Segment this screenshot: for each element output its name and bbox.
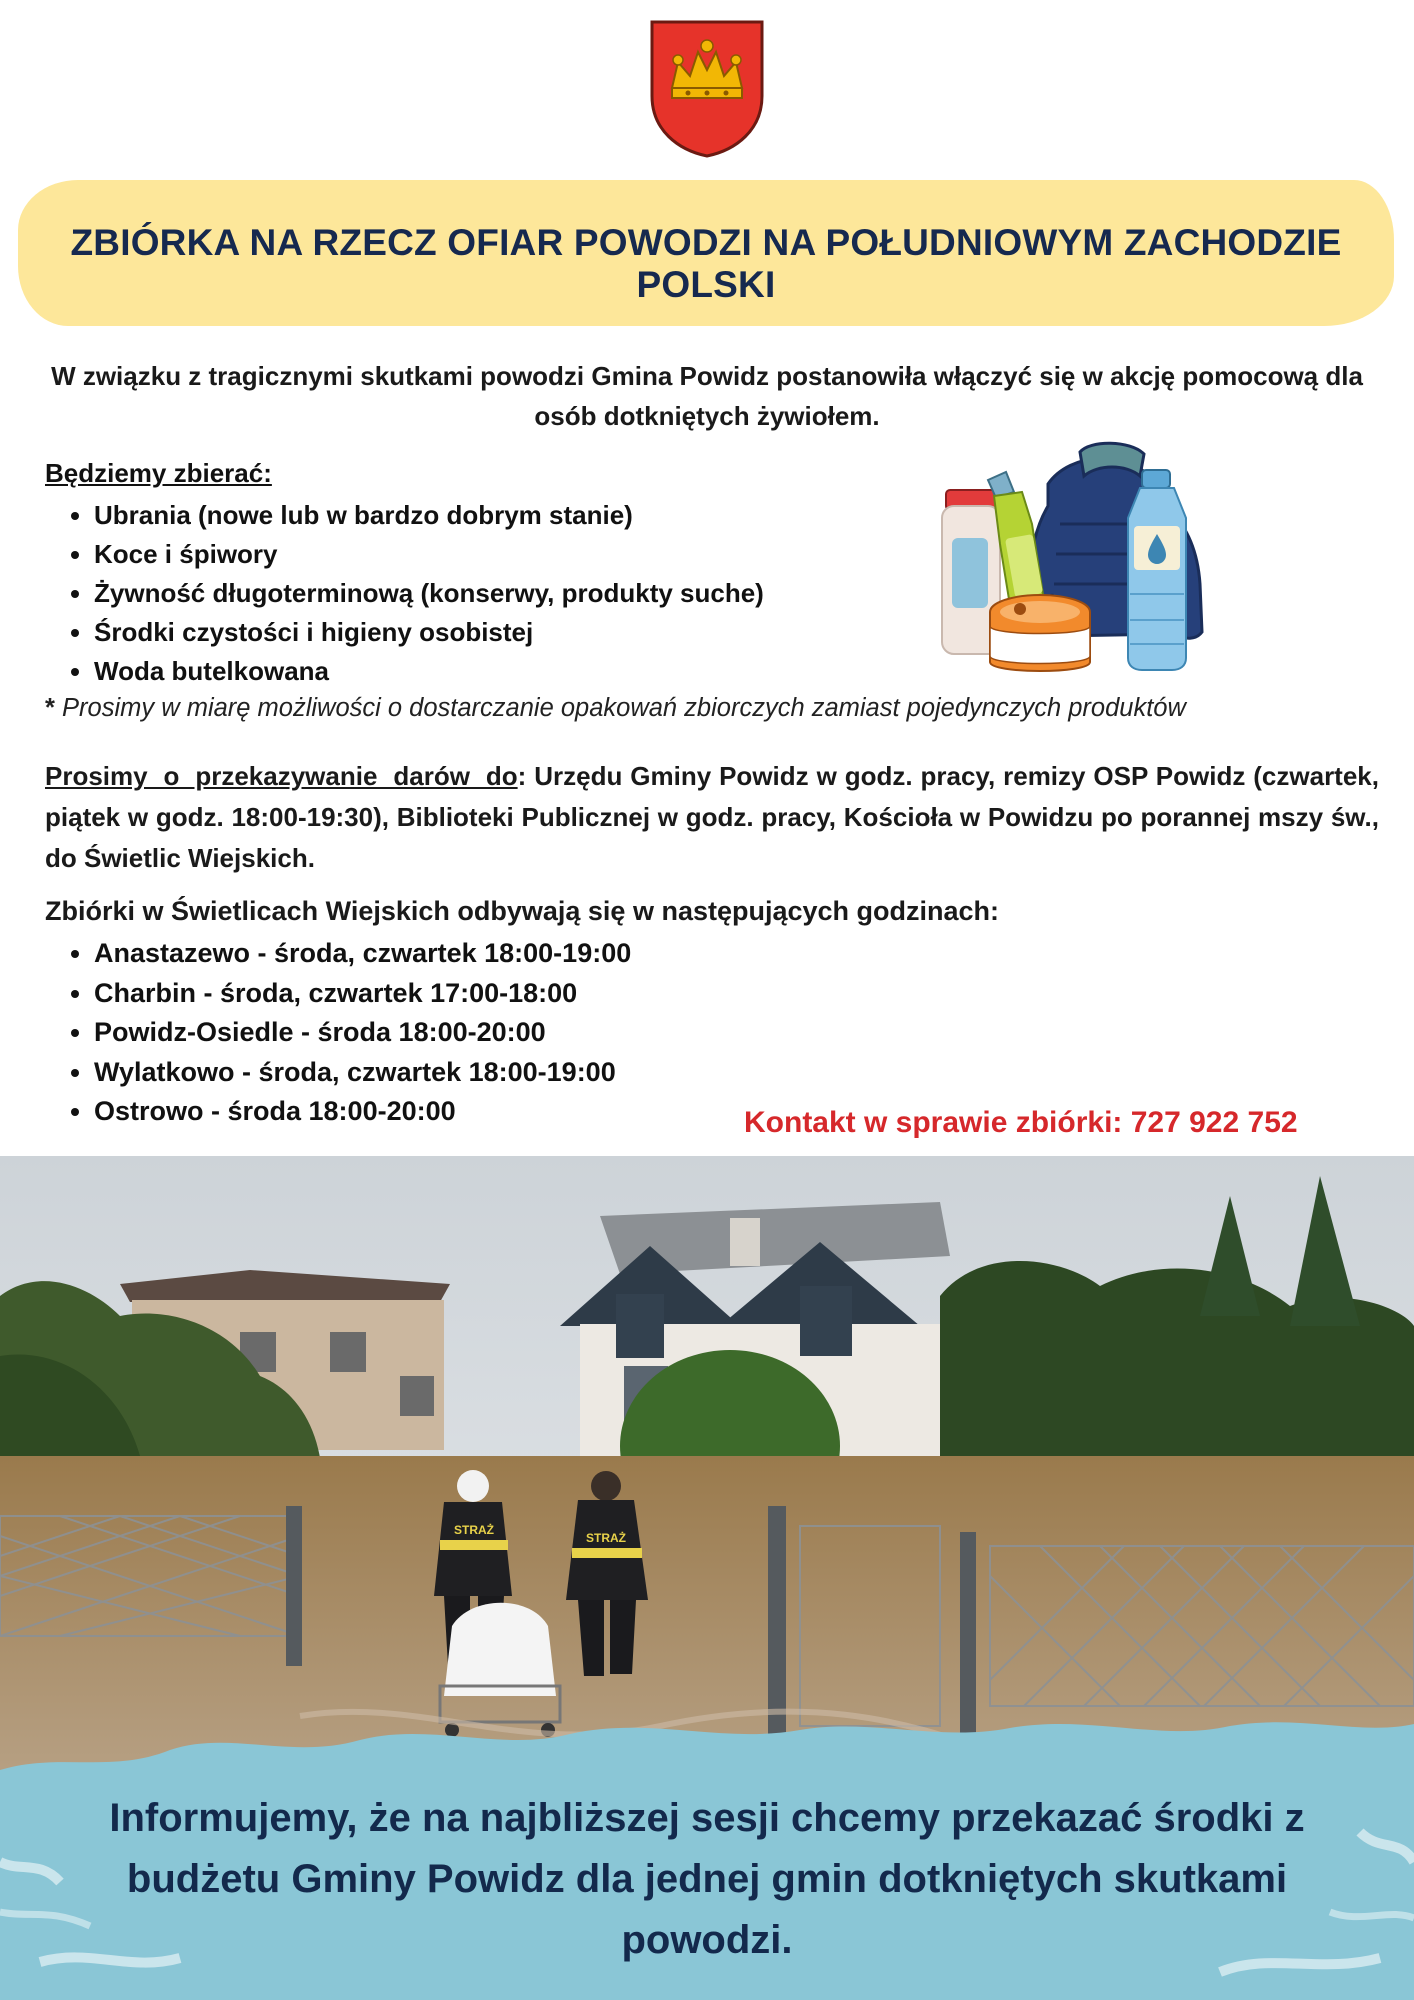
dropoff-text: : Urzędu Gminy Powidz w godz. pracy, remizy OSP Powidz (czwartek, piątek w godz. 18:00-19:30), Biblioteki Publicznej w godz. pracy, Kościoła w Powidzu po porannej mszy św., do Świetlic Wiejskich. [45,761,1379,873]
water-bottle-icon [1128,470,1186,670]
donation-items-illustration [930,434,1260,684]
list-item: • Charbin - środa, czwartek 17:00-18:00 [94,974,631,1014]
flood-photo [0,1156,1414,1792]
list-item: • Wylatkowo - środa, czwartek 18:00-19:00 [94,1053,631,1093]
intro-paragraph: W związku z tragicznymi skutkami powodzi Gmina Powidz postanowiła włączyć się w akcję pomocową dla osób dotkniętych żywiołem. [51,361,1363,431]
list-item: • Środki czystości i higieny osobistej [94,613,764,652]
collect-list [45,496,764,691]
note-text: Prosimy w miarę możliwości o dostarczanie opakowań zbiorczych zamiast pojedynczych produktów [62,694,1186,722]
contact-phone: Kontakt w sprawie zbiórki: 727 922 752 [744,1106,1298,1139]
list-item: • Powidz-Osiedle - środa 18:00-20:00 [94,1013,631,1053]
canned-food-icon [990,595,1090,671]
council-announcement: Informujemy, że na najbliższej sesji chcemy przekazać środki z budżetu Gminy Powidz dla jednej gmin dotkniętych skutkami powodzi. [109,1796,1305,1962]
list-item: • Woda butelkowana [94,652,764,691]
list-item: • Koce i śpiwory [94,535,764,574]
list-item: • Anastazewo - środa, czwartek 18:00-19:00 [94,934,631,974]
packaging-note [45,694,1186,723]
hours-list [45,934,631,1132]
hours-heading: Zbiórki w Świetlicach Wiejskich odbywają się w następujących godzinach: [45,896,1000,926]
note-star: * [45,694,55,722]
coat-of-arms-icon [648,18,766,158]
collect-heading: Będziemy zbierać: [45,458,272,488]
vest-label: STRAŻ [586,1531,626,1545]
dropoff-paragraph [45,756,1379,879]
vest-label: STRAŻ [454,1523,494,1537]
list-item: • Ostrowo - środa 18:00-20:00 [94,1092,631,1132]
list-item: • Ubrania (nowe lub w bardzo dobrym stanie) [94,496,764,535]
dropoff-label: Prosimy o przekazywanie darów do [45,761,518,791]
list-item: • Żywność długoterminową (konserwy, produkty suche) [94,574,764,613]
page-title: ZBIÓRKA NA RZECZ OFIAR POWODZI NA POŁUDNIOWYM ZACHODZIE POLSKI [70,222,1342,305]
